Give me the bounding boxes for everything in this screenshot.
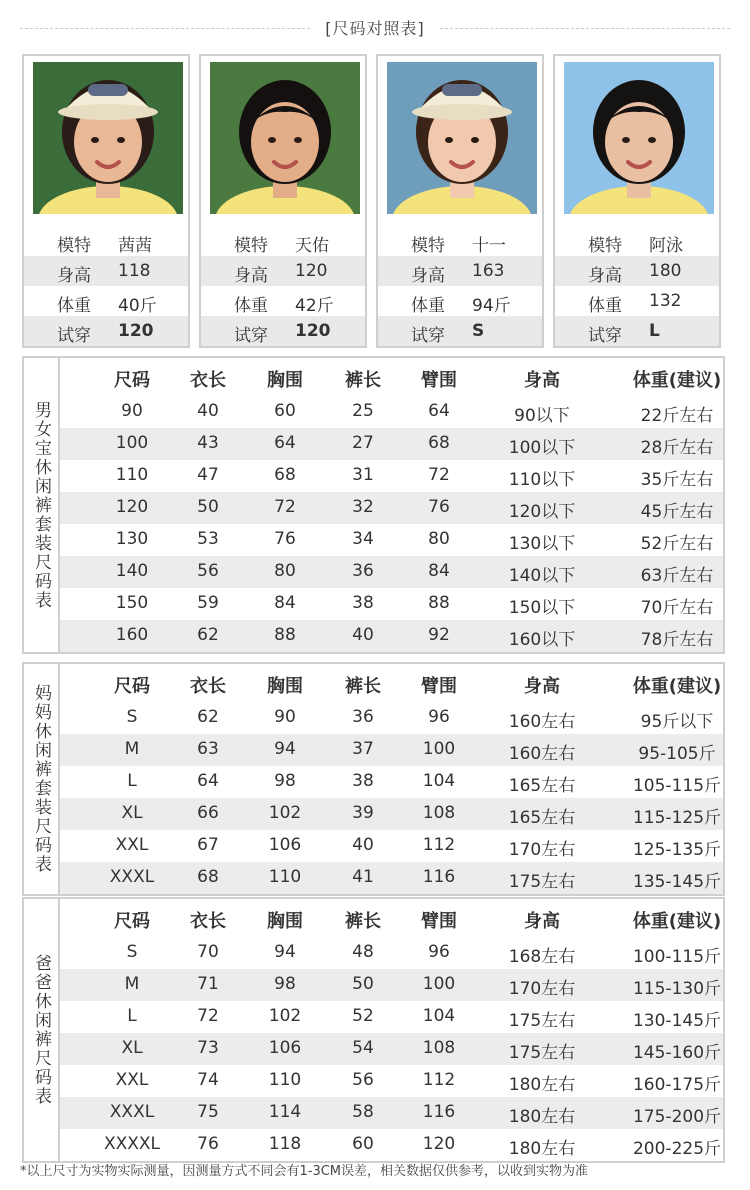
table-cell: XL: [121, 1038, 143, 1058]
table-row: [60, 1097, 723, 1129]
table-cell: 175-200斤: [632, 1107, 722, 1127]
model-info-row: [201, 256, 365, 286]
table-cell: 180左右: [508, 1139, 576, 1159]
table-cell: 165左右: [508, 776, 576, 796]
page-title: [尺码对照表]: [325, 19, 425, 38]
column-header: 衣长: [190, 676, 226, 697]
model-info-value: L: [649, 321, 660, 341]
table-row: [60, 830, 723, 862]
table-cell: 78斤左右: [640, 630, 714, 650]
model-info-value: 132: [649, 291, 682, 311]
model-card: [22, 54, 190, 348]
table-cell: 88: [428, 593, 450, 613]
model-card: [199, 54, 367, 348]
size-table: [22, 356, 725, 654]
model-info-row: [201, 286, 365, 316]
table-cell: 38: [352, 593, 374, 613]
table-cell: 74: [197, 1070, 219, 1090]
table-cell: 50: [197, 497, 219, 517]
table-row: [60, 524, 723, 556]
table-cell: 120: [422, 1134, 456, 1154]
table-cell: 98: [274, 974, 296, 994]
table-cell: 43: [197, 433, 219, 453]
table-cell: 72: [197, 1006, 219, 1026]
table-cell: 120: [115, 497, 149, 517]
model-info-row: [378, 286, 542, 316]
table-cell: 100-115斤: [632, 947, 722, 967]
table-cell: 32: [352, 497, 374, 517]
table-cell: 59: [197, 593, 219, 613]
table-row: [60, 1033, 723, 1065]
table-cell: 90: [274, 707, 296, 727]
table-cell: 50: [352, 974, 374, 994]
table-cell: 175左右: [508, 1011, 576, 1031]
header-divider-left: [20, 28, 310, 29]
model-info-value: 42斤: [295, 296, 334, 316]
model-info-value: S: [472, 321, 485, 341]
table-cell: 130: [115, 529, 149, 549]
model-info-row: [555, 226, 719, 256]
table-cell: 88: [274, 625, 296, 645]
model-info-label: 试穿: [411, 326, 445, 346]
table-cell: 75: [197, 1102, 219, 1122]
table-cell: 63: [197, 739, 219, 759]
table-row: [60, 862, 723, 894]
size-table: [22, 662, 725, 896]
model-info-row: [378, 256, 542, 286]
model-info-row: [555, 286, 719, 316]
table-cell: 145-160斤: [632, 1043, 722, 1063]
table-cell: 76: [197, 1134, 219, 1154]
model-card: [376, 54, 544, 348]
table-cell: 90: [121, 401, 143, 421]
header-divider-right: [440, 28, 730, 29]
table-cell: 68: [428, 433, 450, 453]
table-cell: 63斤左右: [640, 566, 714, 586]
model-info-row: [24, 286, 188, 316]
model-info-label: 身高: [234, 266, 268, 286]
table-cell: 160-175斤: [632, 1075, 722, 1095]
table-cell: XXXL: [109, 867, 155, 887]
table-cell: 28斤左右: [640, 438, 714, 458]
table-cell: 84: [274, 593, 296, 613]
table-cell: 160以下: [508, 630, 576, 650]
column-header: 裤长: [345, 676, 381, 697]
table-cell: 52斤左右: [640, 534, 714, 554]
table-cell: L: [127, 1006, 137, 1026]
table-row: [60, 937, 723, 969]
table-cell: M: [124, 739, 140, 759]
table-cell: 39: [352, 803, 374, 823]
model-info-row: [555, 256, 719, 286]
table-cell: 76: [428, 497, 450, 517]
table-cell: 95斤以下: [640, 712, 714, 732]
model-info-row: [24, 226, 188, 256]
table-cell: 66: [197, 803, 219, 823]
table-row: [60, 460, 723, 492]
table-cell: 52: [352, 1006, 374, 1026]
column-header: 体重(建议): [632, 676, 722, 697]
table-cell: 94: [274, 739, 296, 759]
table-cell: 116: [422, 1102, 456, 1122]
column-header: 裤长: [345, 370, 381, 391]
table-cell: 40: [352, 625, 374, 645]
table-cell: XXL: [115, 1070, 149, 1090]
table-cell: 110: [268, 1070, 302, 1090]
column-header: 臂围: [421, 676, 457, 697]
size-table-header: [60, 899, 723, 937]
column-header: 体重(建议): [632, 370, 722, 391]
table-cell: 140: [115, 561, 149, 581]
table-cell: 175左右: [508, 872, 576, 892]
model-photo-woman-cap: [387, 62, 537, 214]
table-cell: 53: [197, 529, 219, 549]
table-cell: 150以下: [508, 598, 576, 618]
table-cell: 135-145斤: [632, 872, 722, 892]
size-table-side-label: 男女宝休闲裤套装尺码表: [24, 358, 60, 652]
model-info-row: [378, 316, 542, 346]
table-cell: L: [127, 771, 137, 791]
table-cell: M: [124, 974, 140, 994]
table-cell: 150: [115, 593, 149, 613]
table-cell: 90以下: [514, 406, 570, 426]
table-cell: XXL: [115, 835, 149, 855]
table-cell: XXXXL: [103, 1134, 161, 1154]
table-cell: 95-105斤: [638, 744, 716, 764]
table-cell: 125-135斤: [632, 840, 722, 860]
column-header: 胸围: [267, 370, 303, 391]
model-info-value: 163: [472, 261, 505, 281]
table-cell: 56: [352, 1070, 374, 1090]
table-row: [60, 702, 723, 734]
table-cell: 92: [428, 625, 450, 645]
column-header: 尺码: [114, 911, 150, 932]
table-cell: S: [126, 707, 138, 727]
table-cell: 114: [268, 1102, 302, 1122]
model-info-value: 94斤: [472, 296, 511, 316]
table-cell: 100: [115, 433, 149, 453]
size-table-header: [60, 664, 723, 702]
model-info-label: 身高: [57, 266, 91, 286]
table-cell: 98: [274, 771, 296, 791]
table-cell: 180左右: [508, 1107, 576, 1127]
table-row: [60, 396, 723, 428]
model-info-row: [24, 316, 188, 346]
table-cell: 70: [197, 942, 219, 962]
table-row: [60, 969, 723, 1001]
table-cell: 102: [268, 1006, 302, 1026]
table-cell: 54: [352, 1038, 374, 1058]
table-cell: 72: [428, 465, 450, 485]
model-info-value: 120: [295, 261, 328, 281]
table-cell: 36: [352, 707, 374, 727]
table-cell: 80: [428, 529, 450, 549]
table-cell: 56: [197, 561, 219, 581]
table-cell: 37: [352, 739, 374, 759]
size-table-side-label: 爸爸休闲裤尺码表: [24, 899, 60, 1161]
model-info-row: [555, 316, 719, 346]
model-info-label: 身高: [411, 266, 445, 286]
table-row: [60, 1129, 723, 1161]
table-cell: 35斤左右: [640, 470, 714, 490]
table-cell: 100: [422, 739, 456, 759]
table-cell: 94: [274, 942, 296, 962]
table-cell: 200-225斤: [632, 1139, 722, 1159]
table-cell: 73: [197, 1038, 219, 1058]
table-cell: 64: [428, 401, 450, 421]
table-cell: 72: [274, 497, 296, 517]
table-cell: 104: [422, 771, 456, 791]
table-cell: 180左右: [508, 1075, 576, 1095]
model-info-label: 身高: [588, 266, 622, 286]
table-cell: 110: [268, 867, 302, 887]
model-info-value: 118: [118, 261, 151, 281]
table-cell: 115-130斤: [632, 979, 722, 999]
table-cell: 70斤左右: [640, 598, 714, 618]
column-header: 裤长: [345, 911, 381, 932]
table-cell: 68: [197, 867, 219, 887]
model-info-value: 120: [295, 321, 331, 341]
model-info-label: 试穿: [234, 326, 268, 346]
table-cell: 40: [197, 401, 219, 421]
table-row: [60, 1065, 723, 1097]
column-header: 体重(建议): [632, 911, 722, 932]
table-cell: 31: [352, 465, 374, 485]
table-cell: 84: [428, 561, 450, 581]
table-cell: 160左右: [508, 744, 576, 764]
table-cell: 41: [352, 867, 374, 887]
model-info-row: [201, 316, 365, 346]
model-info-label: 试穿: [588, 326, 622, 346]
table-cell: 170左右: [508, 979, 576, 999]
table-cell: 168左右: [508, 947, 576, 967]
table-cell: 62: [197, 707, 219, 727]
table-cell: 36: [352, 561, 374, 581]
table-cell: 80: [274, 561, 296, 581]
column-header: 尺码: [114, 370, 150, 391]
column-header: 身高: [524, 370, 560, 391]
table-cell: 160: [115, 625, 149, 645]
column-header: 臂围: [421, 370, 457, 391]
table-cell: 58: [352, 1102, 374, 1122]
column-header: 衣长: [190, 370, 226, 391]
model-info-value: 120: [118, 321, 154, 341]
model-info-value: 茜茜: [118, 236, 152, 256]
section-header: [0, 10, 750, 46]
table-cell: 108: [422, 803, 456, 823]
model-info-row: [201, 226, 365, 256]
column-header: 臂围: [421, 911, 457, 932]
table-cell: 60: [352, 1134, 374, 1154]
model-info-label: 体重: [588, 296, 622, 316]
column-header: 胸围: [267, 911, 303, 932]
table-cell: 165左右: [508, 808, 576, 828]
table-cell: 106: [268, 835, 302, 855]
table-row: [60, 428, 723, 460]
table-cell: 112: [422, 1070, 456, 1090]
table-row: [60, 1001, 723, 1033]
model-info-value: 40斤: [118, 296, 157, 316]
table-cell: 96: [428, 942, 450, 962]
table-cell: 110: [115, 465, 149, 485]
size-table-side-label: 妈妈休闲裤套装尺码表: [24, 664, 60, 894]
table-row: [60, 556, 723, 588]
model-info-value: 十一: [472, 236, 506, 256]
table-cell: 130-145斤: [632, 1011, 722, 1031]
table-cell: 67: [197, 835, 219, 855]
table-cell: S: [126, 942, 138, 962]
table-cell: 27: [352, 433, 374, 453]
table-cell: 110以下: [508, 470, 576, 490]
table-cell: 175左右: [508, 1043, 576, 1063]
model-photo-man: [564, 62, 714, 214]
column-header: 身高: [524, 911, 560, 932]
model-info-row: [24, 256, 188, 286]
table-row: [60, 798, 723, 830]
table-cell: 47: [197, 465, 219, 485]
table-cell: XXXL: [109, 1102, 155, 1122]
table-cell: 96: [428, 707, 450, 727]
model-info-label: 体重: [234, 296, 268, 316]
size-table: [22, 897, 725, 1163]
table-cell: 38: [352, 771, 374, 791]
table-cell: 115-125斤: [632, 808, 722, 828]
model-info-value: 天佑: [295, 236, 329, 256]
table-row: [60, 766, 723, 798]
model-card: [553, 54, 721, 348]
table-cell: 116: [422, 867, 456, 887]
table-row: [60, 734, 723, 766]
table-row: [60, 588, 723, 620]
model-info-label: 模特: [57, 236, 91, 256]
table-cell: 118: [268, 1134, 302, 1154]
measurement-footnote: *以上尺寸为实物实际测量，因测量方式不同会有1-3CM误差，相关数据仅供参考，以收到实物为准: [20, 1164, 589, 1179]
table-cell: 130以下: [508, 534, 576, 554]
table-cell: 34: [352, 529, 374, 549]
model-info-row: [378, 226, 542, 256]
model-info-label: 模特: [234, 236, 268, 256]
table-cell: 25: [352, 401, 374, 421]
table-cell: 45斤左右: [640, 502, 714, 522]
table-cell: 104: [422, 1006, 456, 1026]
table-cell: 48: [352, 942, 374, 962]
table-cell: 62: [197, 625, 219, 645]
column-header: 衣长: [190, 911, 226, 932]
table-cell: 140以下: [508, 566, 576, 586]
model-info-value: 阿泳: [649, 236, 683, 256]
table-cell: 22斤左右: [640, 406, 714, 426]
table-cell: 102: [268, 803, 302, 823]
table-cell: 71: [197, 974, 219, 994]
size-table-header: [60, 358, 723, 396]
table-cell: 105-115斤: [632, 776, 722, 796]
model-photo-boy: [210, 62, 360, 214]
table-cell: 120以下: [508, 502, 576, 522]
table-cell: 100: [422, 974, 456, 994]
model-info-label: 模特: [588, 236, 622, 256]
model-info-label: 体重: [411, 296, 445, 316]
model-info-label: 体重: [57, 296, 91, 316]
table-cell: 40: [352, 835, 374, 855]
table-row: [60, 620, 723, 652]
table-cell: 112: [422, 835, 456, 855]
table-cell: XL: [121, 803, 143, 823]
column-header: 身高: [524, 676, 560, 697]
table-cell: 100以下: [508, 438, 576, 458]
table-cell: 160左右: [508, 712, 576, 732]
column-header: 胸围: [267, 676, 303, 697]
model-photo-girl-cap: [33, 62, 183, 214]
model-info-value: 180: [649, 261, 682, 281]
column-header: 尺码: [114, 676, 150, 697]
table-cell: 106: [268, 1038, 302, 1058]
table-cell: 64: [274, 433, 296, 453]
table-cell: 76: [274, 529, 296, 549]
table-cell: 170左右: [508, 840, 576, 860]
table-cell: 68: [274, 465, 296, 485]
table-cell: 60: [274, 401, 296, 421]
table-cell: 108: [422, 1038, 456, 1058]
table-row: [60, 492, 723, 524]
model-info-label: 模特: [411, 236, 445, 256]
table-cell: 64: [197, 771, 219, 791]
model-info-label: 试穿: [57, 326, 91, 346]
